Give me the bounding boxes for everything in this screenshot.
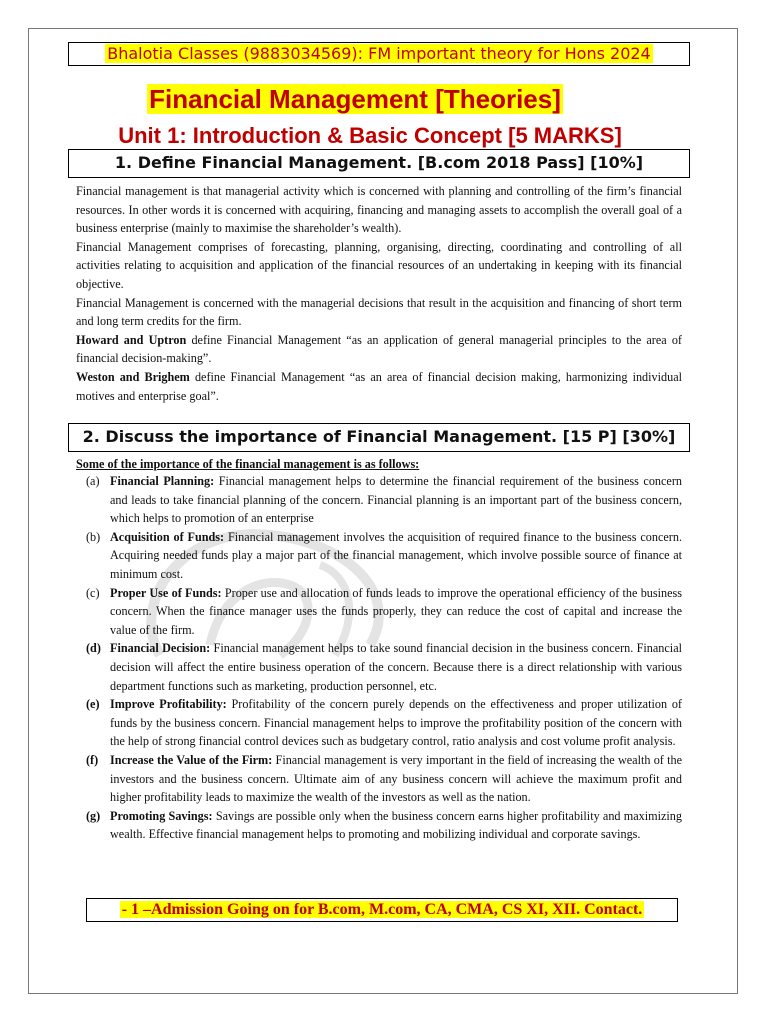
list-item — [76, 695, 682, 751]
page-title-text: Financial Management [Theories] — [149, 84, 561, 114]
item-label: (e) — [86, 697, 100, 712]
paragraph: Financial Management comprises of forecasting, planning, organising, directing, coordinating and controlling of all activities relating to acquisition and application of the financial resources of an undertaking in keeping with its financial objective. — [76, 239, 682, 291]
list-item — [76, 751, 682, 807]
item-body: Profitability of the concern purely depends on the effectiveness and proper utilization of funds by the business concern. Financial management helps to improve the profitability position of the concern with the help of strong financial control devices such as budgetary control, ratio analysis and cost volume profit analysis. — [110, 697, 682, 749]
paragraph: Financial Management is concerned with the managerial decisions that result in the acquisition and financing of short term and long term credits for the firm. — [76, 295, 682, 329]
header-banner — [68, 42, 690, 66]
paragraph — [76, 331, 682, 368]
definition-text: define Financial Management “as an area of financial decision making, harmonizing individual motives and enterprise goal”. — [76, 369, 682, 403]
list-item — [76, 528, 682, 584]
question-1-heading: 1. Define Financial Management. [B.com 2018 Pass] [10%] — [68, 149, 690, 178]
item-label: (b) — [86, 529, 101, 544]
question-2-heading: 2. Discuss the importance of Financial Management. [15 P] [30%] — [68, 423, 690, 452]
paragraph — [76, 368, 682, 405]
item-text — [110, 751, 682, 807]
item-body: Savings are possible only when the business concern earns higher profitability and maximizing wealth. Effective financial management helps to promoting and mobilizing individual and corporate savings. — [110, 808, 682, 842]
author-name: Howard and Uptron — [76, 332, 187, 347]
item-label: (c) — [86, 585, 100, 600]
item-title: Financial Planning: — [110, 474, 215, 488]
item-title: Promoting Savings: — [110, 808, 213, 823]
item-label: (a) — [86, 474, 100, 488]
paragraph: Financial management is that managerial activity which is concerned with planning and controlling of the firm’s financial resources. In other words it is concerned with acquiring, financing and managing assets to accomplish the overall goal of a business enterprise (mainly to maximise the shareholder’s wealth). — [76, 184, 682, 236]
footer-text: - 1 –Admission Going on for B.com, M.com, CA, CMA, CS XI, XII. Contact. — [121, 901, 643, 918]
question-1-answer — [76, 182, 682, 405]
author-name: Weston and Brighem — [76, 369, 190, 384]
item-text — [110, 584, 682, 640]
item-label: (d) — [86, 641, 101, 656]
item-label: (f) — [86, 752, 99, 767]
item-body: Financial management helps to take sound financial decision in the business concern. Financial decision will affect the entire business operation of the concern. Because there is a direct relationship with various department functions such as marketing, production personnel, etc. — [110, 641, 682, 693]
item-text — [110, 472, 682, 528]
item-body: Financial management helps to determine the financial requirement of the business concern and leads to take financial planning of the concern. Financial planning is an important part of the business concern, which helps to promotion of an enterprise — [110, 474, 682, 526]
item-label: (g) — [86, 808, 101, 823]
list-item — [76, 472, 682, 528]
definition-text: define Financial Management “as an application of general managerial principles to the area of financial decision-making”. — [76, 332, 682, 366]
item-title: Improve Profitability: — [110, 697, 227, 712]
footer-banner — [86, 898, 678, 922]
item-body: Financial management is very important in the field of increasing the wealth of the investors and the business concern. Ultimate aim of any business concern will achieve the maximum profit and higher profitability leads to maximize the wealth of the investors as well as the nation. — [110, 752, 682, 805]
unit-title: Unit 1: Introduction & Basic Concept [5 MARKS] — [118, 123, 622, 148]
item-title: Financial Decision: — [110, 641, 211, 656]
list-item — [76, 807, 682, 844]
page-title — [0, 82, 710, 116]
item-text — [110, 695, 682, 751]
importance-list — [76, 472, 682, 844]
item-title: Increase the Value of the Firm: — [110, 752, 273, 767]
list-item — [76, 584, 682, 640]
item-text — [110, 807, 682, 844]
item-body: Financial management involves the acquisition of required finance to the business concern. Acquiring needed funds play a major part of the financial management, which involve possible source of finance at minimum cost. — [110, 529, 682, 581]
list-intro: Some of the importance of the financial management is as follows: — [76, 457, 420, 471]
item-title: Acquisition of Funds: — [110, 529, 225, 544]
item-title: Proper Use of Funds: — [110, 585, 222, 600]
item-text — [110, 639, 682, 695]
header-text: Bhalotia Classes (9883034569): FM important theory for Hons 2024 — [107, 44, 651, 63]
list-item — [76, 639, 682, 695]
item-text — [110, 528, 682, 584]
item-body: Proper use and allocation of funds leads to improve the operational efficiency of the business concern. When the finance manager uses the funds properly, they can reduce the cost of capital and increase the value of the firm. — [110, 585, 682, 637]
